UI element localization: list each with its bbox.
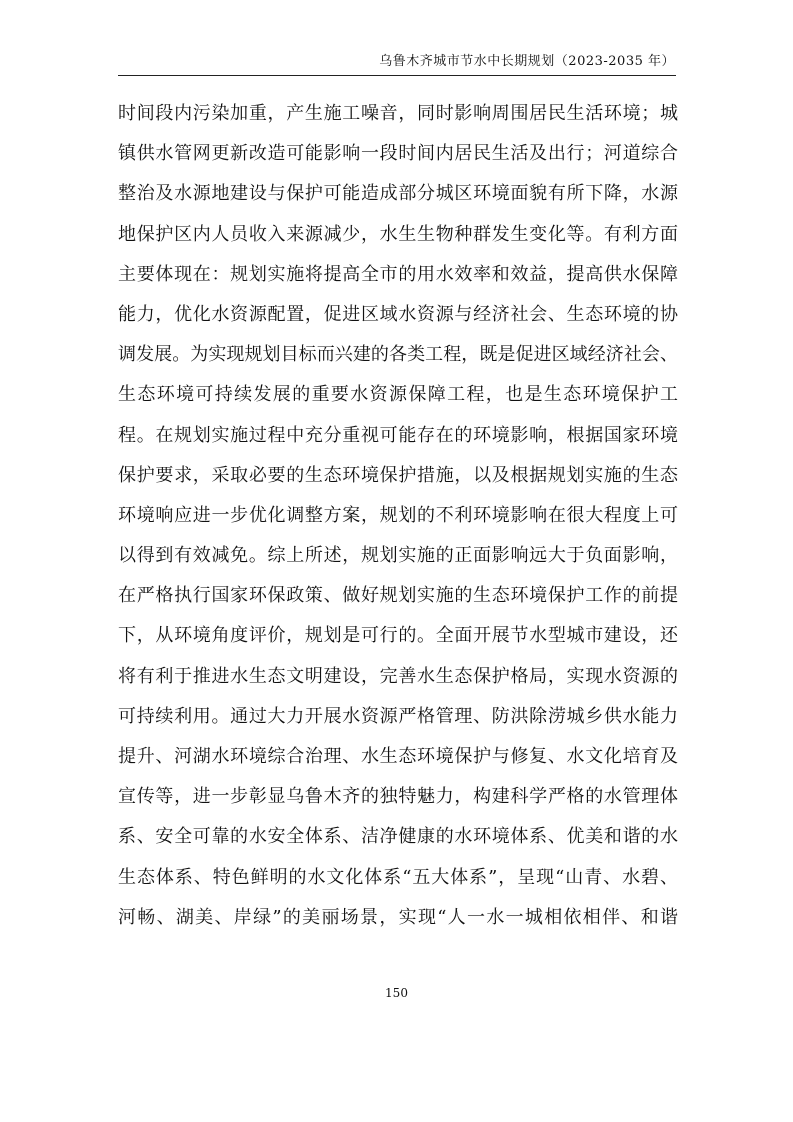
text-line: 环境响应进一步优化调整方案，规划的不利环境影响在很大程度上可 <box>118 504 678 526</box>
running-header: 乌鲁木齐城市节水中长期规划（2023-2035 年） <box>379 54 675 69</box>
text-line: 调发展。为实现规划目标而兴建的各类工程，既是促进区域经济社会、 <box>118 344 678 366</box>
text-line: 镇供水管网更新改造可能影响一段时间内居民生活及出行；河道综合 <box>118 143 678 165</box>
text-line: 整治及水源地建设与保护可能造成部分城区环境面貌有所下降，水源 <box>118 183 678 205</box>
text-line: 地保护区内人员收入来源减少，水生生物种群发生变化等。有利方面 <box>118 223 678 245</box>
text-line: 以得到有效减免。综上所述，规划实施的正面影响远大于负面影响， <box>118 545 678 567</box>
page-number: 150 <box>385 986 408 1000</box>
text-line: 程。在规划实施过程中充分重视可能存在的环境影响，根据国家环境 <box>118 424 678 446</box>
text-line: 下，从环境角度评价，规划是可行的。全面开展节水型城市建设，还 <box>118 625 678 647</box>
text-line: 可持续利用。通过大力开展水资源严格管理、防洪除涝城乡供水能力 <box>118 705 678 727</box>
text-line: 能力，优化水资源配置，促进区域水资源与经济社会、生态环境的协 <box>118 303 678 325</box>
text-line: 主要体现在：规划实施将提高全市的用水效率和效益，提高供水保障 <box>118 263 678 285</box>
text-line: 宣传等，进一步彰显乌鲁木齐的独特魅力，构建科学严格的水管理体 <box>118 786 678 808</box>
text-line: 将有利于推进水生态文明建设，完善水生态保护格局，实现水资源的 <box>118 665 678 687</box>
header-divider <box>118 75 676 76</box>
text-line: 时间段内污染加重，产生施工噪音，同时影响周围居民生活环境；城 <box>118 103 678 124</box>
text-line: 保护要求，采取必要的生态环境保护措施，以及根据规划实施的生态 <box>118 464 678 486</box>
body-paragraph <box>118 94 678 938</box>
text-line: 河畅、湖美、岸绿”的美丽场景，实现“人一水一城相依相伴、和谐 <box>118 906 678 928</box>
text-line: 生态环境可持续发展的重要水资源保障工程，也是生态环境保护工 <box>118 384 678 406</box>
text-line: 在严格执行国家环保政策、做好规划实施的生态环境保护工作的前提 <box>118 585 678 607</box>
text-line: 提升、河湖水环境综合治理、水生态环境保护与修复、水文化培育及 <box>118 746 678 767</box>
text-line: 生态体系、特色鲜明的水文化体系“五大体系”，呈现“山青、水碧、 <box>118 866 678 888</box>
text-line: 系、安全可靠的水安全体系、洁净健康的水环境体系、优美和谐的水 <box>118 826 678 848</box>
